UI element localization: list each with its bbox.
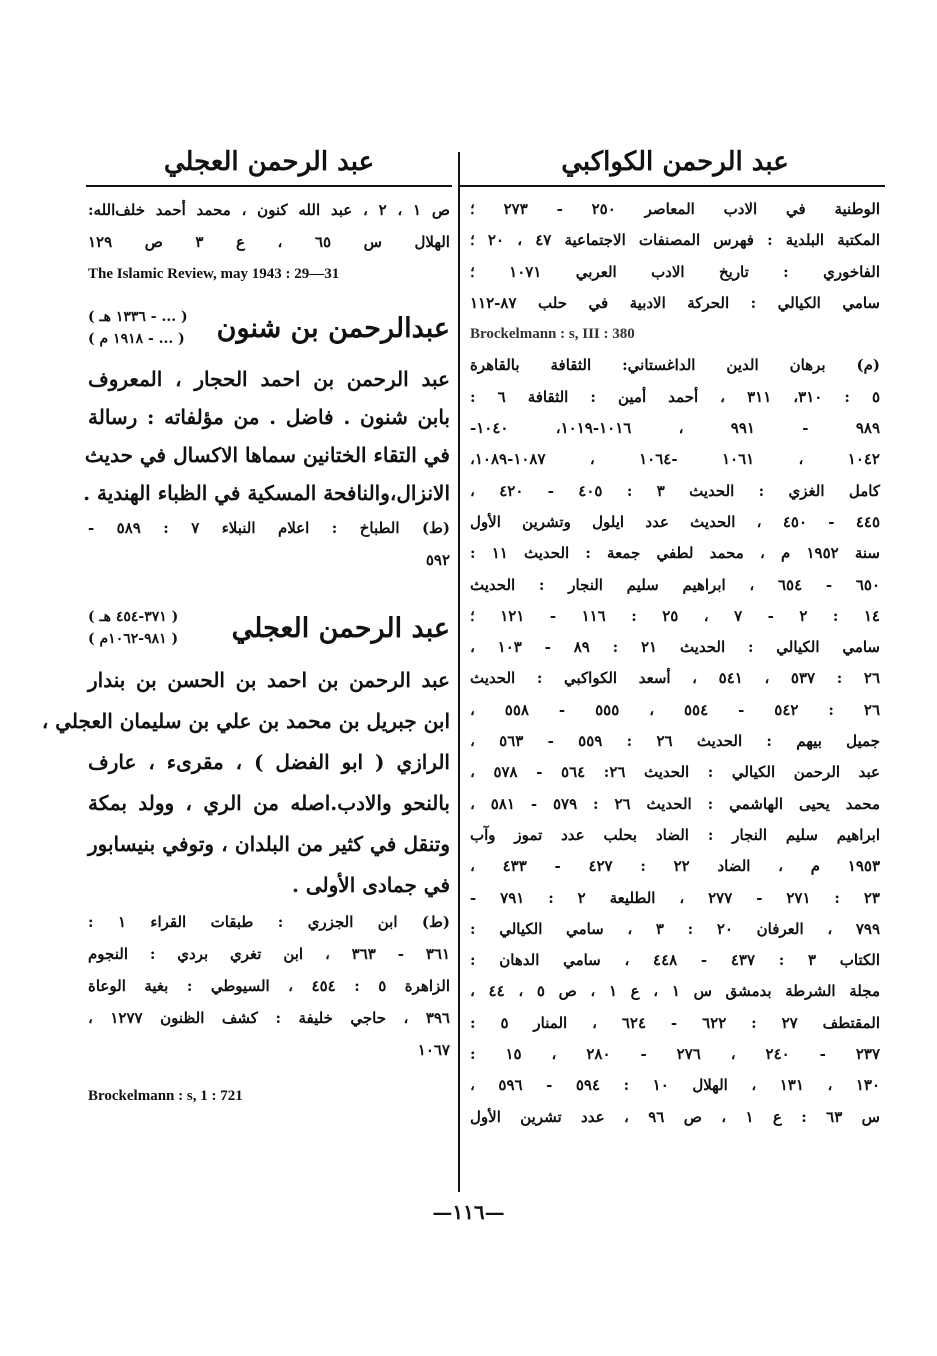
text-line: وتنقل في كثير من البلدان ، وتوفي بنيسابور bbox=[88, 832, 450, 856]
text-line: جميل بيهم : الحديث ٢٦ : ٥٥٩ - ٥٦٣ ، bbox=[470, 732, 881, 751]
text-line: الهلال س ٦٥ ، ع ٣ ص ١٢٩ bbox=[88, 233, 450, 251]
source-line: ٣٦١ - ٣٦٣ ، ابن تغري بردي : النجوم bbox=[88, 945, 450, 963]
text-line: الرازي ( ابو الفضل ) ، مقرىء ، عارف bbox=[88, 750, 450, 774]
date-gregorian: ( ... - ١٩١٨ م ) bbox=[88, 331, 185, 347]
entry-name: عبد الرحمن العجلي bbox=[231, 612, 450, 644]
spacer bbox=[88, 576, 450, 590]
text-line: عبد الرحمن بن احمد الحجار ، المعروف bbox=[88, 367, 450, 391]
text-line: ٦٥٠ - ٦٥٤ ، ابراهيم سليم النجار : الحديث bbox=[470, 575, 880, 594]
date-hijri: ( ٣٧١-٤٥٤ هـ ) bbox=[88, 609, 179, 625]
text-line: الوطنية في الادب المعاصر ٢٥٠ - ٢٧٣ ؛ bbox=[470, 200, 880, 218]
right-column-text bbox=[470, 194, 880, 1133]
left-column-text bbox=[41, 194, 451, 1112]
text-line: ٢٦ : ٥٤٢ - ٥٥٤ ، ٥٥٥ - ٥٥٨ ، bbox=[470, 700, 881, 719]
text-line: ابراهيم سليم النجار : الضاد بحلب عدد تموز وآب bbox=[470, 825, 880, 844]
text-line: عبد الرحمن الكيالي : الحديث ٢٦: ٥٦٤ - ٥٧٨ ، bbox=[470, 763, 881, 782]
text-line: المقتطف ٢٧ : ٦٢٢ - ٦٢٤ ، المنار ٥ : bbox=[470, 1013, 881, 1032]
text-line: ١٩٥٣ م ، الضاد ٢٢ : ٤٢٧ - ٤٣٣ ، bbox=[470, 857, 881, 876]
text-line: ٧٩٩ ، العرفان ٢٠ : ٣ ، سامي الكيالي : bbox=[470, 919, 881, 938]
text-line: (م) برهان الدين الداغستاني: الثقافة بالقاهرة bbox=[470, 356, 880, 375]
text-line: ٢٣ : ٢٧١ - ٢٧٧ ، الطليعة ٢ : ٧٩١ - bbox=[470, 888, 880, 907]
source-line: ٥٩٢ bbox=[425, 551, 450, 569]
text-line: بابن شنون . فاضل . من مؤلفاته : رسالة bbox=[88, 405, 450, 429]
date-hijri: ( ... - ١٣٣٦ هـ ) bbox=[88, 309, 188, 325]
entry-dates bbox=[88, 306, 188, 350]
text-line: سنة ١٩٥٢ م ، محمد لطفي جمعة : الحديث ١١ : bbox=[470, 544, 881, 563]
right-column bbox=[470, 140, 880, 1133]
source-line: (ط) الطباخ : اعلام النبلاء ٧ : ٥٨٩ - bbox=[88, 519, 451, 537]
page-number: —١١٦— bbox=[432, 1200, 505, 1224]
text-line: ١٣٠ ، ١٣١ ، الهلال ١٠ : ٥٩٤ - ٥٩٦ ، bbox=[470, 1076, 881, 1095]
latin-reference: Brockelmann : s, 1 : 721 bbox=[88, 1088, 243, 1104]
source-line: ١٠٦٧ bbox=[417, 1041, 450, 1059]
left-column bbox=[41, 140, 451, 1112]
date-gregorian: ( ٩٨١-١٠٦٢م ) bbox=[88, 631, 179, 647]
text-line: الفاخوري : تاريخ الادب العربي ١٠٧١ ؛ bbox=[470, 262, 880, 281]
text-line: ص ١ ، ٢ ، عبد الله كنون ، محمد أحمد خلف‌الله: bbox=[88, 201, 450, 219]
text-line: سامي الكيالي : الحركة الادبية في حلب ٨٧-١١٢ bbox=[470, 293, 880, 312]
text-line: ١٠٤٢ ، ١٠٦١ -١٠٦٤ ، ١٠٨٧-١٠٨٩، bbox=[470, 450, 880, 469]
text-line: ٥ : ٣١٠، ٣١١ ، أحمد أمين : الثقافة ٦ : bbox=[470, 387, 881, 406]
text-line: في جمادى الأولى . bbox=[291, 873, 450, 897]
left-running-header: عبد الرحمن العجلي bbox=[163, 147, 375, 177]
right-running-header: عبد الرحمن الكواكبي bbox=[561, 147, 789, 177]
entry-dates bbox=[88, 606, 178, 650]
text-line: س ٦٣ : ع ١ ، ص ٩٦ ، عدد تشرين الأول bbox=[470, 1107, 880, 1126]
latin-reference: The Islamic Review, may 1943 : 29—31 bbox=[88, 266, 340, 282]
text-line: محمد يحيى الهاشمي : الحديث ٢٦ : ٥٧٩ - ٥٨١ ، bbox=[470, 794, 880, 813]
text-line: بالنحو والادب.اصله من الري ، وولد بمكة bbox=[88, 791, 450, 815]
source-line: (ط) ابن الجزري : طبقات القراء ١ : bbox=[88, 913, 450, 931]
text-line: سامي الكيالي : الحديث ٢١ : ٨٩ - ١٠٣ ، bbox=[470, 638, 880, 657]
text-line: الانزال،والنافحة المسكية في الظباء الهندية . bbox=[83, 481, 450, 505]
text-line: كامل الغزي : الحديث ٣ : ٤٠٥ - ٤٢٠ ، bbox=[470, 481, 880, 500]
source-line: ٣٩٦ ، حاجي خليفة : كشف الظنون ١٢٧٧ ، bbox=[88, 1009, 450, 1027]
entry-name: عبدالرحمن بن شنون bbox=[216, 312, 450, 344]
text-line: المكتبة البلدية : فهرس المصنفات الاجتماعية ٤٧ ، ٢٠ ؛ bbox=[470, 231, 880, 250]
column-divider bbox=[458, 152, 460, 1192]
text-line: ٩٨٩ - ٩٩١ ، ١٠١٦-١٠١٩، ١٠٤٠- bbox=[470, 419, 880, 438]
text-line: ١٤ : ٢ - ٧ ، ٢٥ : ١١٦ - ١٢١ ؛ bbox=[470, 606, 880, 625]
entry-heading bbox=[88, 600, 450, 656]
entry-heading bbox=[88, 300, 450, 356]
text-line: مجلة الشرطة بدمشق س ١ ، ع ١ ، ص ٥ ، ٤٤ ، bbox=[470, 982, 880, 1001]
text-line: في التقاء الختانين سماها الاكسال في حديث bbox=[84, 443, 450, 467]
text-line: ٤٤٥ - ٤٥٠ ، الحديث عدد ايلول وتشرين الأول bbox=[470, 512, 880, 531]
text-line: ٢٣٧ - ٢٤٠ ، ٢٧٦ - ٢٨٠ ، ١٥ : bbox=[470, 1045, 881, 1064]
text-line: الكتاب ٣ : ٤٣٧ - ٤٤٨ ، سامي الدهان : bbox=[470, 951, 880, 970]
source-line: الزاهرة ٥ : ٤٥٤ ، السيوطي : بغية الوعاة bbox=[88, 977, 451, 995]
text-line: عبد الرحمن بن احمد بن الحسن بن بندار bbox=[88, 668, 450, 692]
latin-reference: Brockelmann : s, III : 380 bbox=[470, 326, 635, 343]
text-line: ابن جبريل بن محمد بن علي بن سليمان العجلي ، bbox=[41, 709, 450, 733]
text-line: ٢٦ : ٥٣٧ ، ٥٤١ ، أسعد الكواكبي : الحديث bbox=[470, 669, 881, 688]
